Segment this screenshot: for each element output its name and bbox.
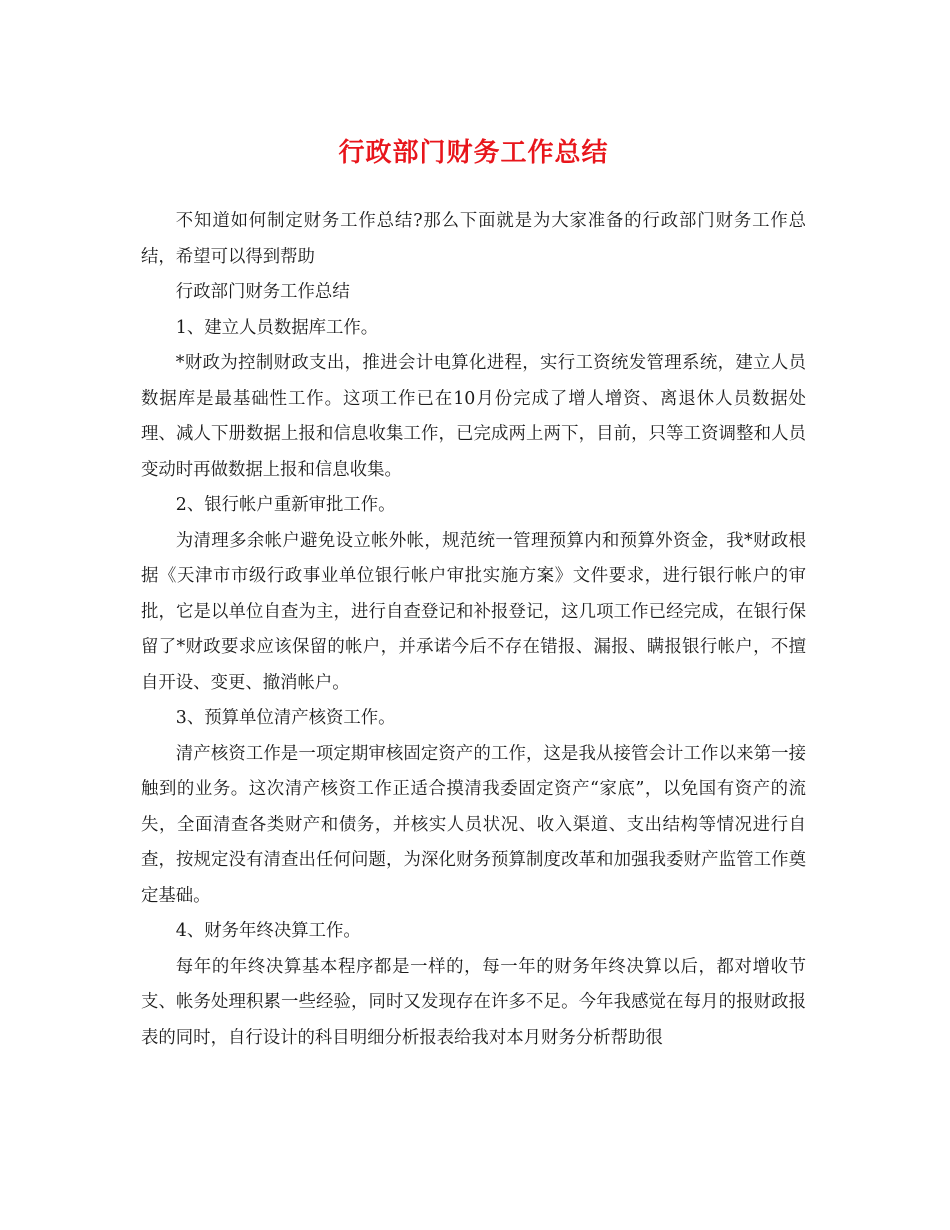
section-4-paragraph: 每年的年终决算基本程序都是一样的，每一年的财务年终决算以后，都对增收节支、帐务处理积累一些经验，同时又发现存在许多不足。今年我感觉在每月的报财政报表的同时，自行设计的科目明细分析报表给我对本月财务分析帮助很 xyxy=(141,956,806,1048)
section-2-paragraph: 为清理多余帐户避免设立帐外帐，规范统一管理预算内和预算外资金，我*财政根据《天津市市级行政事业单位银行帐户审批实施方案》文件要求，进行银行帐户的审批，它是以单位自查为主，进行自查登记和补报登记，这几项工作已经完成，在银行保留了*财政要求应该保留的帐户，并承诺今后不存在错报、漏报、瞒报银行帐户，不擅自开设、变更、撤消帐户。 xyxy=(141,530,806,693)
section-heading-summary: 行政部门财务工作总结 xyxy=(175,282,350,302)
section-heading-2: 2、银行帐户重新审批工作。 xyxy=(175,495,396,515)
intro-paragraph: 不知道如何制定财务工作总结?那么下面就是为大家准备的行政部门财务工作总结，希望可以得到帮助 xyxy=(141,211,806,267)
document-title: 行政部门财务工作总结 xyxy=(338,138,609,168)
section-3-paragraph: 清产核资工作是一项定期审核固定资产的工作，这是我从接管会计工作以来第一接触到的业务。这次清产核资工作正适合摸清我委固定资产“家底”，以免国有资产的流失，全面清查各类财产和债务，并核实人员状况、收入渠道、支出结构等情况进行自查，按规定没有清查出任何问题，为深化财务预算制度改革和加强我委财产监管工作奠定基础。 xyxy=(141,743,806,906)
document-body xyxy=(141,204,806,1056)
document-page xyxy=(141,126,806,1056)
section-heading-1: 1、建立人员数据库工作。 xyxy=(175,317,379,338)
section-heading-3: 3、预算单位清产核资工作。 xyxy=(175,708,396,728)
section-1-paragraph: *财政为控制财政支出，推进会计电算化进程，实行工资统发管理系统，建立人员数据库是最基础性工作。这项工作已在10月份完成了增人增资、离退休人员数据处理、减人下册数据上报和信息收集工作，已完成两上两下，目前，只等工资调整和人员变动时再做数据上报和信息收集。 xyxy=(141,353,806,480)
section-heading-4: 4、财务年终决算工作。 xyxy=(175,921,361,941)
